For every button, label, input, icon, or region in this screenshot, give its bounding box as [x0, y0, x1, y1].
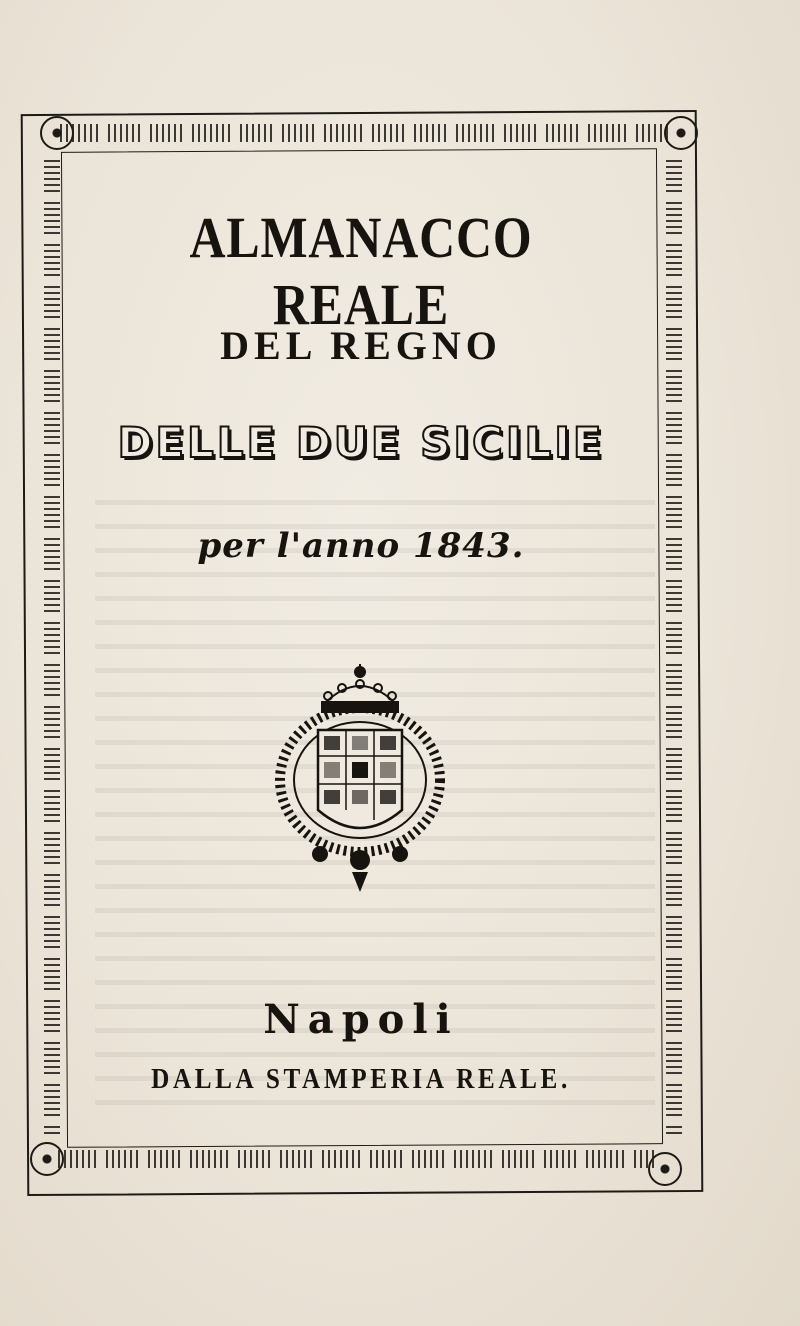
book-title: ALMANACCO REALE	[189, 205, 533, 337]
corner-ornament-icon	[664, 116, 698, 150]
corner-ornament-icon	[30, 1142, 64, 1176]
subtitle-line-2: DELLE DUE SICILIE	[117, 418, 605, 467]
corner-ornament-icon	[40, 116, 74, 150]
bottom-garland	[58, 1150, 658, 1168]
left-garland	[44, 160, 60, 1135]
top-garland	[60, 124, 670, 142]
subtitle-line-1: DEL REGNO	[220, 323, 502, 368]
year-line: per l'anno 1843.	[197, 526, 525, 566]
corner-ornament-icon	[648, 1152, 682, 1186]
printer-line: DALLA STAMPERIA REALE.	[151, 1064, 571, 1095]
royal-coat-of-arms-icon	[272, 660, 448, 896]
right-garland	[666, 160, 682, 1135]
city-name: Napoli	[263, 996, 459, 1043]
